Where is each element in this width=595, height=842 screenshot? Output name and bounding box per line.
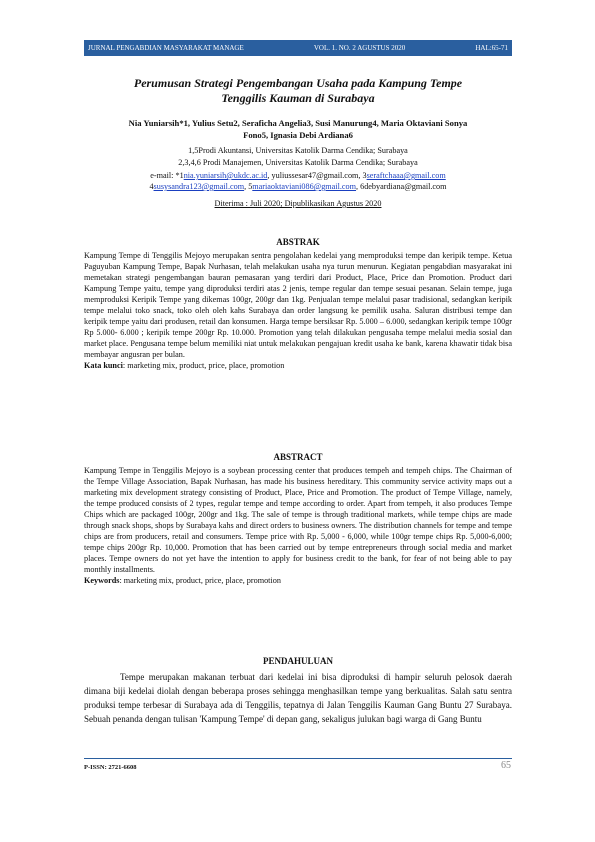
abstrak-heading: ABSTRAK [276,237,320,247]
kata-kunci-label: Kata kunci [84,361,123,370]
abstrak-body: Kampung Tempe di Tenggilis Mejoyo merupakan sentra pengolahan kedelai yang memproduksi tempe dan keripik tempe. Ketua Paguyuban Kampung Tempe, Bapak Nurhasan, telah melakukan usaha nya turun menurun. Kegiatan pengabdian masyarakat ini memetakan strategi pengembangan bauran pemasaran yang terdiri dari Product, Place, Price dan Promotion. Product dari Kampung Tempe yaitu, tempe yang diproduksi terdiri atas 2 jenis, tempe regular dan tempe sesuai pesanan. Selain tempe, juga memproduksi Keripik Tempe yang dikemas 100gr, 200gr dan 1kg. Penjualan tempe melalui pasar tradisional, sedangkan keripik tempe melalui toko snack, toko oleh oleh kahs Surabaya dan order langsung ke pemilik usaha. Saluran distribusi tempe dan keripik tempe yaitu dari produsen, retail dan konsumen. Harga tempe bersiksar Rp. 5.000 – 6.000, sedangkan keripik tempe 100gr Rp 5.000- 6.000 ; keripik tempe 200gr Rp. 10.000. Promotion yang telah dilakukan pengusaha tempe melalui media sosial dan market place. Pengusana tempe belum memiliki niat untuk melakukan pengajuan kredit usaha ke bank, karena khawatir tidak bisa membayar angusran per bulan. [84,251,512,359]
email-6: , 6debyardiana@gmail.com [356,182,447,191]
journal-volume: VOL. 1. NO. 2 AGUSTUS 2020 [313,44,406,52]
email-2: , yuliussesar47@gmail.com, 3 [267,171,367,180]
authors-line-2: Fono5, Ignasia Debi Ardiana6 [243,130,353,140]
journal-name: JURNAL PENGABDIAN MASYARAKAT MANAGE [88,44,244,52]
abstrak-section [84,250,512,371]
email-link-5[interactable]: mariaoktaviani086@gmail.com [252,182,356,191]
email-prefix: e-mail: *1 [150,171,184,180]
journal-header-bar [84,40,512,56]
footer-divider [84,758,512,759]
page-number: 65 [501,760,511,771]
publication-dates [84,198,512,209]
authors [84,117,512,141]
email-list [84,170,512,192]
issn: P-ISSN: 2721-6608 [84,764,137,771]
title-line-2: Tenggilis Kauman di Surabaya [221,91,375,105]
abstract-heading: ABSTRACT [273,452,323,462]
affiliation-1: 1,5Prodi Akuntansi, Universitas Katolik Darma Cendika; Surabaya [188,146,408,155]
affiliation-2: 2,3,4,6 Prodi Manajemen, Universitas Katolik Darma Cendika; Surabaya [178,158,418,167]
email-5-prefix: , 5 [244,182,253,191]
abstract-section [84,465,512,586]
title-line-1: Perumusan Strategi Pengembangan Usaha pada Kampung Tempe [133,76,463,90]
pendahuluan-heading: PENDAHULUAN [262,656,333,666]
email-4-prefix: 4 [149,182,154,191]
email-link-1[interactable]: nia.yuniarsih@ukdc.ac.id [183,171,268,180]
authors-line-1: Nia Yuniarsih*1, Yulius Setu2, Seraficha Angelia3, Susi Manurung4, Maria Oktaviani Sonya [128,118,468,128]
abstract-body: Kampung Tempe in Tenggilis Mejoyo is a soybean processing center that produces tempeh and tempeh chips. The Chairman of the Tempe Village Association, Bapak Nurhasan, has made his business hereditary. This community service activity maps out a marketing mix development strategy consisting of Product, Place, Price and Promotion. The product of Tempe Village, namely, the tempe produced consists of 2 types, regular tempe and tempe according to order. Apart from tempeh, it also produces Tempe Chips which are packaged 100gr, 200gr and 1kg. The sale of tempe is through traditional markets, while tempe chips are made through snack shops, shops by Surabaya kahs and direct orders to business owners. The distribution channels for tempe and tempe chips are from producers, retail and consumers. Tempe price with Rp. 5,000 - 6,000, while 100gr tempe chips Rp. 5,000-6,000; tempe chips 200gr Rp. 10,000. Promotion that has been carried out by tempe entrepreneurs through social media and market places. Tempe owners do not yet have the intention to apply for business credit to the bank, for fear of not being able to pay monthly installments. [84,466,512,574]
email-link-3[interactable]: seraftchaaa@gmail.com [366,171,446,180]
keywords-label: Keywords [84,576,120,585]
pendahuluan-body: Tempe merupakan makanan terbuat dari kedelai ini bisa diproduksi di hampir seluruh pelosok daerah dimana biji kedelai diolah dengan beberapa proses sehingga menghasilkan tempe yang berkualitas. Salah satu sentra produksi tempe terbesar di Surabaya ada di Tenggilis, tepatnya di Jalan Tenggilis Kauman Gang Buntu 27 Surabaya. Sebuah penanda dengan tulisan 'Kampung Tempe' di depan gang, sekaligus julukan bagi warga di Gang Buntu [84,672,512,724]
kata-kunci [84,360,512,371]
kata-kunci-values: : marketing mix, product, price, place, promotion [122,361,285,370]
paper-title [84,76,512,106]
keywords [84,575,512,586]
keywords-values: : marketing mix, product, price, place, promotion [119,576,281,585]
email-link-4[interactable]: susysandra123@gmail.com [153,182,245,191]
dates-text: Diterima : Juli 2020; Dipublikasikan Agustus 2020 [214,199,382,208]
journal-pages: HAL:65-71 [475,44,508,52]
